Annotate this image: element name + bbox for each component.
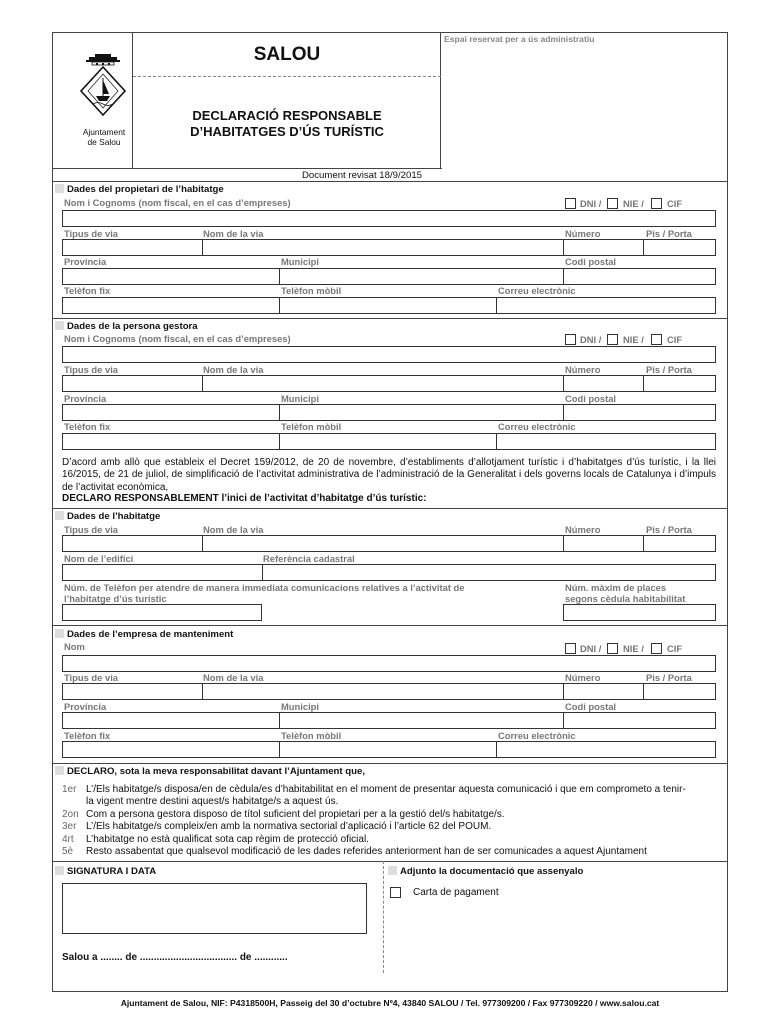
section-divider: [52, 318, 728, 319]
maintenance-postcode-label: Codi postal: [565, 701, 617, 712]
manager-postcode-field[interactable]: [563, 404, 716, 421]
manager-nie-label: NIE /: [623, 334, 644, 345]
maintenance-nie-label: NIE /: [623, 643, 644, 654]
payment-letter-label: Carta de pagament: [413, 887, 499, 898]
maintenance-email-label: Correu electrònic: [498, 730, 576, 741]
section-divider: [52, 508, 728, 509]
owner-email-label: Correu electrònic: [498, 285, 576, 296]
section-divider: [52, 861, 728, 862]
dwelling-cadastre-label: Referència cadastral: [263, 553, 355, 564]
maintenance-province-label: Província: [64, 701, 107, 712]
maintenance-number-field[interactable]: [563, 683, 644, 700]
section-attach-title: Adjunto la documentació que assenyalo: [388, 866, 583, 877]
maintenance-municipality-field[interactable]: [279, 712, 564, 729]
maintenance-phone-field[interactable]: [62, 741, 280, 758]
owner-province-label: Província: [64, 256, 107, 267]
manager-name-field[interactable]: [62, 346, 716, 363]
maintenance-street-type-label: Tipus de via: [64, 672, 119, 683]
dwelling-street-name-label: Nom de la via: [203, 524, 264, 535]
dwelling-places-label-line2: segons cèdula habitabilitat: [565, 593, 686, 604]
section-maintenance-title: Dades de l’empresa de manteniment: [55, 629, 233, 640]
maintenance-number-label: Número: [565, 672, 601, 683]
maintenance-phone-label: Telèfon fix: [64, 730, 111, 741]
maintenance-mobile-label: Telèfon mòbil: [281, 730, 342, 741]
logo-caption-line2: de Salou: [87, 137, 121, 147]
manager-street-name-label: Nom de la via: [203, 364, 264, 375]
town-name: SALOU: [253, 44, 321, 65]
section-owner-title: Dades del propietari de l’habitatge: [55, 184, 224, 195]
owner-mobile-field[interactable]: [279, 297, 497, 314]
dwelling-street-type-field[interactable]: [62, 535, 203, 552]
owner-nie-label: NIE /: [623, 198, 644, 209]
owner-dni-checkbox[interactable]: [565, 198, 576, 209]
maintenance-street-name-label: Nom de la via: [203, 672, 264, 683]
declare-start: DECLARO RESPONSABLEMENT l’inici de l’activitat d’habitatge d’ús turístic:: [62, 493, 427, 504]
maintenance-street-type-field[interactable]: [62, 683, 203, 700]
section-manager-title: Dades de la persona gestora: [55, 321, 198, 332]
manager-postcode-label: Codi postal: [565, 393, 617, 404]
owner-municipality-label: Municipi: [281, 256, 320, 267]
maintenance-floor-label: Pis / Porta: [646, 672, 692, 683]
section-divider: [52, 763, 728, 764]
manager-phone-label: Telèfon fix: [64, 421, 111, 432]
owner-phone-field[interactable]: [62, 297, 280, 314]
owner-number-field[interactable]: [563, 239, 644, 256]
maintenance-dni-label: DNI /: [580, 643, 602, 654]
manager-floor-label: Pis / Porta: [646, 364, 692, 375]
declaration-item-1: 1er L’/Els habitatge/s disposa/en de cèdula/es d’habitabilitat en el moment de presentar aquesta comunicació i que em comprometo a tenir-: [62, 784, 686, 795]
dwelling-places-field[interactable]: [563, 604, 716, 621]
owner-postcode-field[interactable]: [563, 268, 716, 285]
owner-street-name-label: Nom de la via: [203, 228, 264, 239]
manager-number-label: Número: [565, 364, 601, 375]
section-declaration-title: DECLARO, sota la meva responsabilitat davant l’Ajuntament que,: [55, 766, 365, 777]
manager-phone-field[interactable]: [62, 433, 280, 450]
dwelling-phone-field[interactable]: [62, 604, 262, 621]
owner-nie-checkbox[interactable]: [607, 198, 618, 209]
maintenance-province-field[interactable]: [62, 712, 280, 729]
manager-dni-checkbox[interactable]: [565, 334, 576, 345]
owner-municipality-field[interactable]: [279, 268, 564, 285]
payment-letter-checkbox[interactable]: [390, 887, 401, 898]
owner-mobile-label: Telèfon mòbil: [281, 285, 342, 296]
maintenance-name-field[interactable]: [62, 655, 716, 672]
declaration-item-5: 5è Resto assabentat que qualsevol modificació de les dades referides anteriorment han de ser comunicades a aquest Ajuntament: [62, 846, 647, 857]
owner-cif-label: CIF: [667, 198, 683, 209]
signature-box[interactable]: [62, 883, 367, 934]
manager-mobile-label: Telèfon mòbil: [281, 421, 342, 432]
place-date-line: Salou a ........ de ................................... de ............: [62, 952, 288, 963]
manager-cif-checkbox[interactable]: [651, 334, 662, 345]
manager-street-type-label: Tipus de via: [64, 364, 119, 375]
manager-email-label: Correu electrònic: [498, 421, 576, 432]
revised-divider: [52, 168, 442, 169]
dwelling-number-label: Número: [565, 524, 601, 535]
reserved-admin-label: Espai reservat per a ús administratiu: [444, 34, 595, 44]
owner-cif-checkbox[interactable]: [651, 198, 662, 209]
owner-street-type-label: Tipus de via: [64, 228, 119, 239]
maintenance-dni-checkbox[interactable]: [565, 643, 576, 654]
manager-name-label: Nom i Cognoms (nom fiscal, en el cas d’empreses): [64, 333, 291, 344]
dwelling-street-name-field[interactable]: [202, 535, 564, 552]
maintenance-cif-checkbox[interactable]: [651, 643, 662, 654]
declaration-item-4: 4rt L’habitatge no està qualificat sota cap règim de protecció oficial.: [62, 834, 369, 845]
manager-number-field[interactable]: [563, 375, 644, 392]
doc-title-line2: D’HABITATGES D’ÚS TURÍSTIC: [190, 124, 384, 139]
manager-floor-field[interactable]: [643, 375, 716, 392]
maintenance-municipality-label: Municipi: [281, 701, 320, 712]
owner-name-field[interactable]: [62, 210, 716, 227]
declaration-item-1-cont: la vigent mentre destini aquest/s habitatge/s a aquest ús.: [86, 796, 339, 807]
dwelling-building-field[interactable]: [62, 564, 263, 581]
owner-province-field[interactable]: [62, 268, 280, 285]
maintenance-postcode-field[interactable]: [563, 712, 716, 729]
maintenance-email-field[interactable]: [496, 741, 716, 758]
owner-street-name-field[interactable]: [202, 239, 564, 256]
declaration-item-2: 2on Com a persona gestora disposo de títol suficient del propietari per a la gestió del/s habitatge/s.: [62, 809, 505, 820]
maintenance-floor-field[interactable]: [643, 683, 716, 700]
section-signature-title: SIGNATURA I DATA: [55, 866, 156, 877]
manager-street-type-field[interactable]: [62, 375, 203, 392]
section-dwelling-title: Dades de l’habitatge: [55, 511, 160, 522]
owner-phone-label: Telèfon fix: [64, 285, 111, 296]
manager-municipality-label: Municipi: [281, 393, 320, 404]
manager-email-field[interactable]: [496, 433, 716, 450]
manager-cif-label: CIF: [667, 334, 683, 345]
maintenance-cif-label: CIF: [667, 643, 683, 654]
owner-floor-label: Pis / Porta: [646, 228, 692, 239]
logo-caption-line1: Ajuntament: [82, 127, 126, 137]
footer-address: Ajuntament de Salou, NIF: P4318500H, Passeig del 30 d’octubre Nº4, 43840 SALOU / Tel. 977309200 / Fax 977309220 / www.salou.cat: [120, 998, 660, 1008]
dwelling-floor-label: Pis / Porta: [646, 524, 692, 535]
owner-email-field[interactable]: [496, 297, 716, 314]
dwelling-street-type-label: Tipus de via: [64, 524, 119, 535]
manager-province-field[interactable]: [62, 404, 280, 421]
salou-coat-of-arms-icon: [76, 52, 130, 120]
owner-number-label: Número: [565, 228, 601, 239]
owner-street-type-field[interactable]: [62, 239, 203, 256]
manager-nie-checkbox[interactable]: [607, 334, 618, 345]
owner-dni-label: DNI /: [580, 198, 602, 209]
maintenance-nie-checkbox[interactable]: [607, 643, 618, 654]
manager-street-name-field[interactable]: [202, 375, 564, 392]
dwelling-floor-field[interactable]: [643, 535, 716, 552]
doc-title-line1: DECLARACIÓ RESPONSABLE: [192, 108, 382, 123]
dwelling-phone-label-line1: Núm. de Telèfon per atendre de manera immediata comunicacions relatives a l’activitat de: [64, 582, 465, 593]
town-divider: [133, 76, 441, 77]
manager-municipality-field[interactable]: [279, 404, 564, 421]
signature-attach-divider: [383, 861, 384, 973]
header-bottom-line: [52, 181, 728, 182]
owner-postcode-label: Codi postal: [565, 256, 617, 267]
maintenance-street-name-field[interactable]: [202, 683, 564, 700]
manager-province-label: Província: [64, 393, 107, 404]
dwelling-places-label-line1: Núm. màxim de places: [565, 582, 667, 593]
maintenance-mobile-field[interactable]: [279, 741, 497, 758]
decree-paragraph: D’acord amb allò que estableix el Decret 159/2012, de 20 de novembre, d’establiments d’allotjament turístic i d’habitatges d’ús turístic, i la llei 16/2015, de 21 de juliol, de simplificació de l’activitat administrativa de l’administració de la Generalitat i dels governs locals de Catalunya i d’impuls de l’activitat econòmica,: [62, 457, 716, 493]
dwelling-building-label: Nom de l’edifici: [64, 553, 134, 564]
owner-floor-field[interactable]: [643, 239, 716, 256]
dwelling-number-field[interactable]: [563, 535, 644, 552]
owner-name-label: Nom i Cognoms (nom fiscal, en el cas d’empreses): [64, 197, 291, 208]
declaration-item-3: 3er L’/Els habitatge/s compleix/en amb la normativa sectorial d’aplicació i l’article 62 del POUM.: [62, 821, 492, 832]
manager-mobile-field[interactable]: [279, 433, 497, 450]
dwelling-phone-label-line2: l’habitatge d’ús turístic: [64, 593, 167, 604]
maintenance-name-label: Nom: [64, 641, 85, 652]
revised-date: Document revisat 18/9/2015: [302, 170, 422, 181]
section-divider: [52, 625, 728, 626]
manager-dni-label: DNI /: [580, 334, 602, 345]
dwelling-cadastre-field[interactable]: [262, 564, 716, 581]
